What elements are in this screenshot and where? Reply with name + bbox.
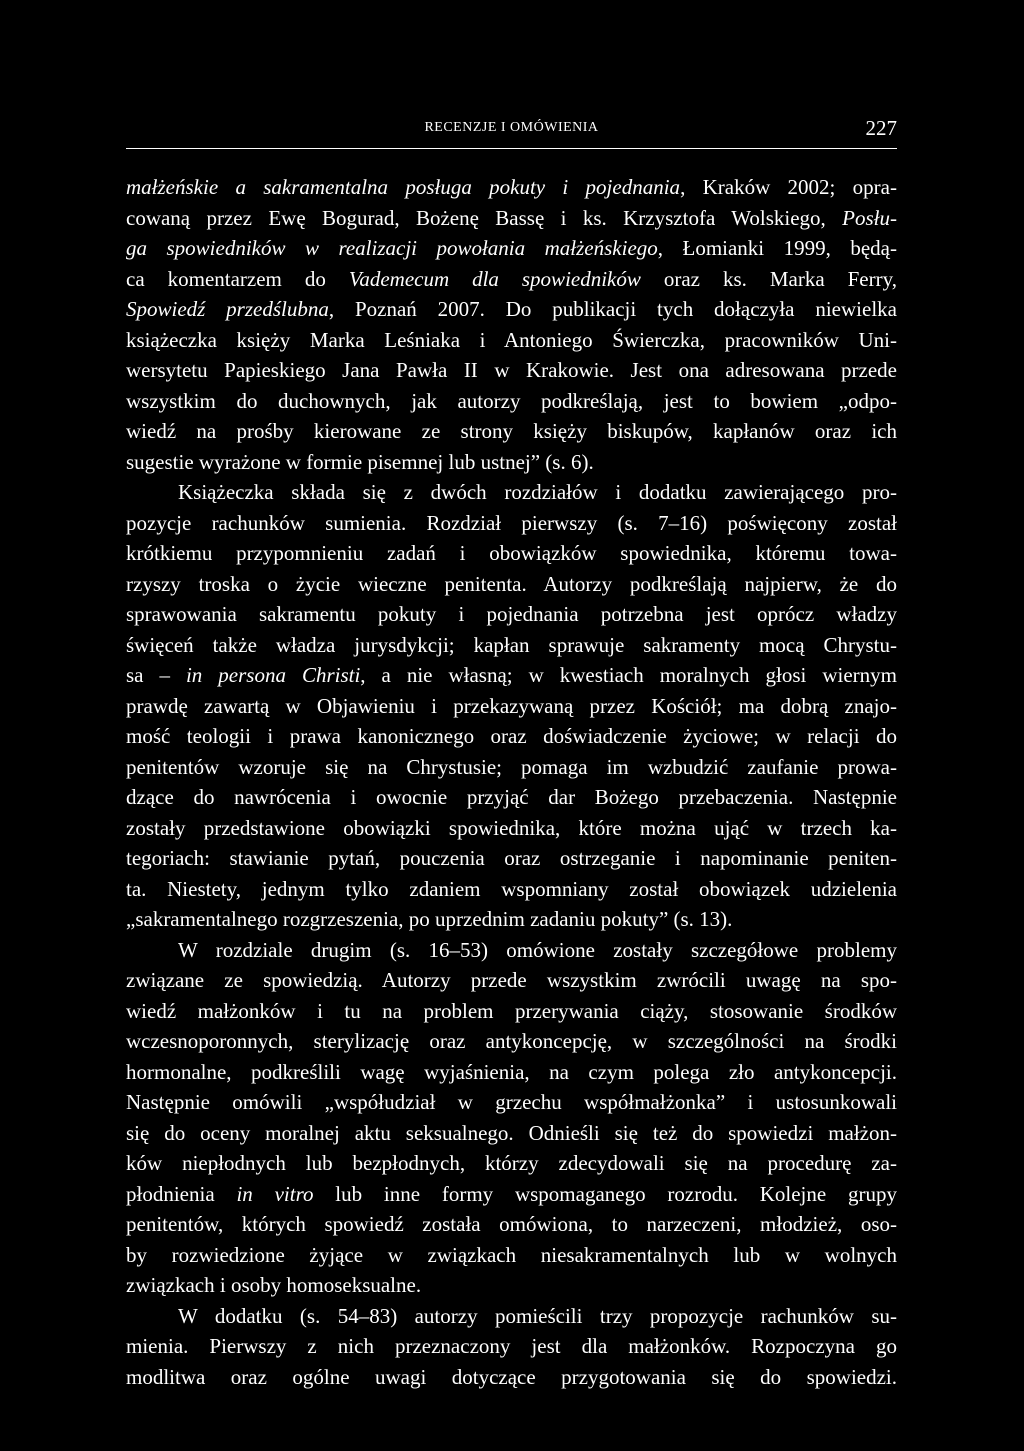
running-header-title: RECENZJE I OMÓWIENIA <box>424 120 599 135</box>
text-line: by rozwiedzione żyjące w związkach niesakramentalnych lub w wolnych <box>126 1242 897 1267</box>
paragraph-start-line: W dodatku (s. 54–83) autorzy pomieścili trzy propozycje rachunków su- <box>178 1303 897 1328</box>
text-line: wszystkim do duchownych, jak autorzy podkreślają, jest to bowiem „odpo- <box>126 388 897 413</box>
text-line: płodnienia in vitro lub inne formy wspomaganego rozrodu. Kolejne grupy <box>126 1181 897 1206</box>
text-line: sa – in persona Christi, a nie własną; w kwestiach moralnych głosi wiernym <box>126 663 897 687</box>
text-line: związane ze spowiedzią. Autorzy przede wszystkim zwrócili uwagę na spo- <box>126 968 897 992</box>
italic-title: Spowiedź przedślubna <box>126 297 329 321</box>
text-line: wczesnoporonnych, sterylizację oraz antykoncepcję, w szczególności na środki <box>126 1029 897 1053</box>
text-line: modlitwa oraz ogólne uwagi dotyczące przygotowania się do spowiedzi. <box>126 1364 897 1389</box>
text-line: ga spowiedników w realizacji powołania małżeńskiego, Łomianki 1999, będą- <box>126 236 897 260</box>
text-line: pozycje rachunków sumienia. Rozdział pierwszy (s. 7–16) poświęcony został <box>126 510 897 535</box>
text-line: cowaną przez Ewę Bogurad, Bożenę Bassę i ks. Krzysztofa Wolskiego, Posłu- <box>126 205 897 230</box>
italic-phrase: in vitro <box>236 1181 314 1206</box>
text-line: prawdę zawartą w Objawieniu i przekazywaną przez Kościół; ma dobrą znajo- <box>126 693 897 718</box>
italic-title: małżeńskie a sakramentalna posługa pokuty i pojednania <box>126 175 681 199</box>
text-line: penitentów wzoruje się na Chrystusie; pomaga im wzbudzić zaufanie prowa- <box>126 754 897 779</box>
text-line: wersytetu Papieskiego Jana Pawła II w Krakowie. Jest ona adresowana przede <box>126 358 897 382</box>
page-number: 227 <box>865 116 897 140</box>
italic-title: ga spowiedników w realizacji powołania małżeńskiego <box>126 236 658 260</box>
text-line: ta. Niestety, jednym tylko zdaniem wspomniany został obowiązek udzielenia <box>126 876 897 901</box>
text-line: Następnie omówili „współudział w grzechu współmałżonka” i ustosunkowali <box>126 1090 897 1114</box>
text-line: się do oceny moralnej aktu seksualnego. Odnieśli się też do spowiedzi małżon- <box>126 1120 897 1145</box>
text-line: sprawowania sakramentu pokuty i pojednania potrzebna jest oprócz władzy <box>126 602 897 626</box>
text-line: penitentów, których spowiedź została omówiona, to narzeczeni, młodzież, oso- <box>126 1212 897 1236</box>
italic-phrase: in persona Christi <box>185 663 361 687</box>
review-body-text <box>126 172 897 1392</box>
text-line: związkach i osoby homoseksualne. <box>126 1273 422 1297</box>
paragraph-start-line: W rozdziale drugim (s. 16–53) omówione zostały szczegółowe problemy <box>178 937 897 962</box>
text-line: mienia. Pierwszy z nich przeznaczony jest dla małżonków. Rozpoczyna go <box>126 1334 897 1358</box>
text-line: hormonalne, podkreślili wagę wyjaśnienia, na czym polega zło antykoncepcji. <box>126 1059 897 1084</box>
text-line: sugestie wyrażone w formie pisemnej lub ustnej” (s. 6). <box>126 449 594 474</box>
running-header <box>126 118 897 149</box>
text-line: tegoriach: stawianie pytań, pouczenia oraz ostrzeganie i napominanie peniten- <box>126 846 897 870</box>
text-line: ca komentarzem do Vademecum dla spowiedników oraz ks. Marka Ferry, <box>126 266 897 291</box>
text-line: „sakramentalnego rozgrzeszenia, po uprzednim zadaniu pokuty” (s. 13). <box>126 907 733 931</box>
text-line: ków niepłodnych lub bezpłodnych, którzy zdecydowali się na procedurę za- <box>126 1151 897 1175</box>
text-line: krótkiemu przypomnieniu zadań i obowiązków spowiednika, któremu towa- <box>126 541 897 565</box>
text-line: mość teologii i prawa kanonicznego oraz doświadczenie życiowe; w relacji do <box>126 724 897 748</box>
italic-title: Posłu- <box>842 205 897 230</box>
text-line: rzyszy troska o życie wieczne penitenta. Autorzy podkreślają najpierw, że do <box>126 571 897 596</box>
text-line: dzące do nawrócenia i owocnie przyjąć dar Bożego przebaczenia. Następnie <box>126 785 897 809</box>
paragraph-start-line: Książeczka składa się z dwóch rozdziałów i dodatku zawierającego pro- <box>178 480 897 504</box>
text-line: Spowiedź przedślubna, Poznań 2007. Do publikacji tych dołączyła niewielka <box>126 297 897 321</box>
italic-title: Vademecum dla spowiedników <box>348 266 641 291</box>
text-line: książeczka księży Marka Leśniaka i Antoniego Świerczka, pracowników Uni- <box>126 327 897 352</box>
text-line: zostały przedstawione obowiązki spowiednika, które można ująć w trzech ka- <box>126 815 897 840</box>
text-line: święceń także władza jurysdykcji; kapłan sprawuje sakramenty mocą Chrystu- <box>126 632 897 657</box>
text-line: małżeńskie a sakramentalna posługa pokuty i pojednania, Kraków 2002; opra- <box>126 175 897 199</box>
text-line: wiedź na prośby kierowane ze strony księży biskupów, kapłanów oraz ich <box>126 419 897 443</box>
text-line: wiedź małżonków i tu na problem przerywania ciąży, stosowanie środków <box>126 998 897 1023</box>
